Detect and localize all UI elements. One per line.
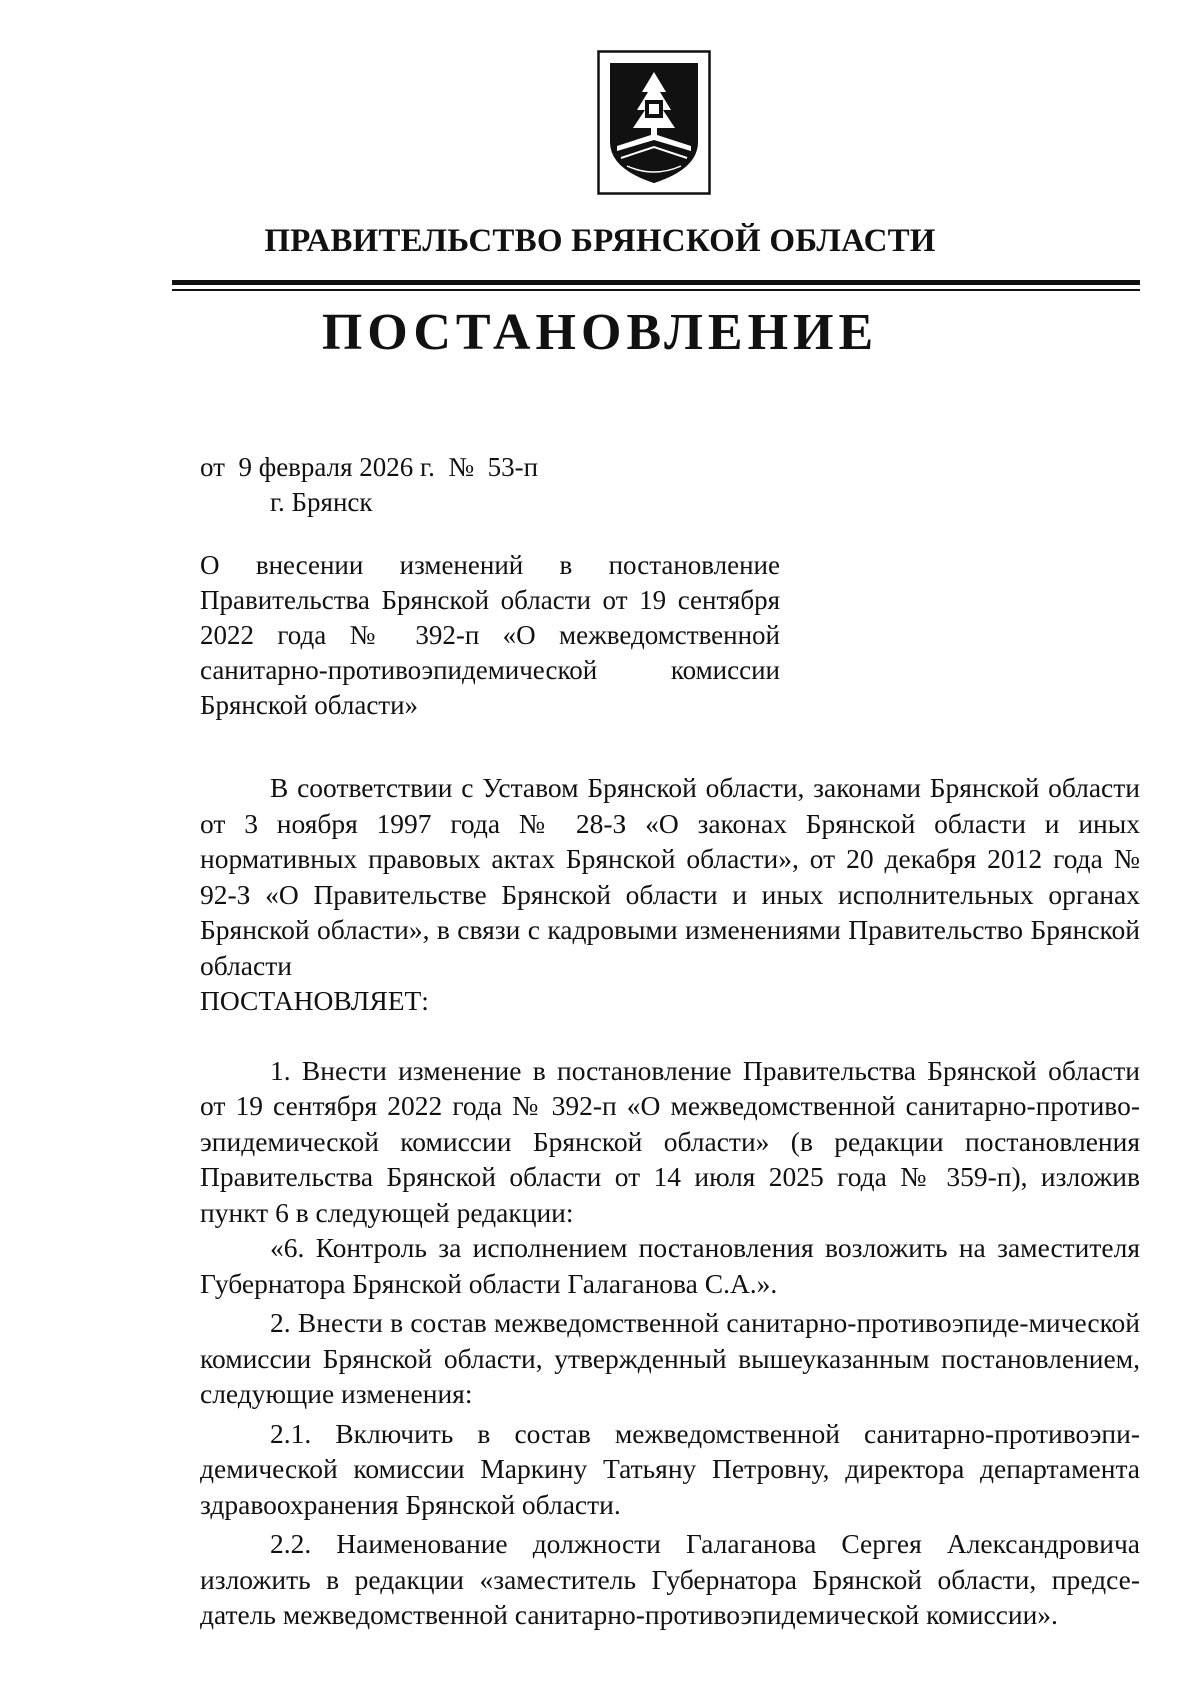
organization-title: ПРАВИТЕЛЬСТВО БРЯНСКОЙ ОБЛАСТИ (264, 223, 936, 259)
preamble-paragraph: В соответствии с Уставом Брянской области, законами Брянской области от 3 ноября 1997 года № 28-З «О законах Брянской области и иных нормативных правовых актах Брянской области», от 20 декабря 2012 года № 92-З «О Правительстве Брянской области и иных исполнительных органах Брянской области», в связи с кадровыми изменениями Правительство Брянской области (200, 772, 1140, 981)
item-2-paragraph: 2. Внести в состав межведомственной санитарно-противоэпиде-мической комиссии Брянской области, утвержденный вышеуказанным постановлением, следующие изменения: (200, 1307, 1140, 1409)
header-divider-thin (172, 289, 1140, 291)
subject-line: О внесении изменений в постановление (200, 550, 780, 580)
document-city: г. Брянск (270, 487, 373, 517)
document-date-number: от 9 февраля 2026 г. № 53-п (200, 452, 539, 482)
subject-line: Правительства Брянской области от 19 сентября (200, 585, 780, 615)
item-1-quote-paragraph: «6. Контроль за исполнением постановления возложить на заместителя Губернатора Брянской области Галаганова С.А.». (200, 1232, 1140, 1299)
coat-of-arms-icon (597, 50, 711, 195)
document-subject (200, 548, 780, 723)
item-1-paragraph: 1. Внести изменение в постановление Правительства Брянской области от 19 сентября 2022 года № 392-п «О межведомственной санитарно-противо-эпидемической комиссии Брянской области» (в редакции постановления Правительства Брянской области от 14 июля 2025 года № 359-п), изложив пункт 6 в следующей редакции: (200, 1054, 1140, 1228)
document-body (200, 770, 1140, 1633)
header-divider-thick (172, 280, 1140, 285)
subject-line: 2022 года № 392-п «О межведомственной (200, 620, 780, 650)
item-2-2-paragraph: 2.2. Наименование должности Галаганова Сергея Александровича изложить в редакции «заместитель Губернатора Брянской области, предсе-датель межведомственной санитарно-противоэпидемической комиссии». (200, 1528, 1140, 1630)
document-type-title: ПОСТАНОВЛЕНИЕ (321, 304, 879, 361)
subject-line: санитарно-противоэпидемической комиссии (200, 655, 780, 685)
subject-line: Брянской области» (200, 690, 419, 720)
item-2-1-paragraph: 2.1. Включить в состав межведомственной санитарно-противоэпи-демической комиссии Маркину Татьяну Петровну, директора департамента здравоохранения Брянской области. (200, 1417, 1140, 1520)
resolves-heading: ПОСТАНОВЛЯЕТ: (200, 985, 429, 1016)
